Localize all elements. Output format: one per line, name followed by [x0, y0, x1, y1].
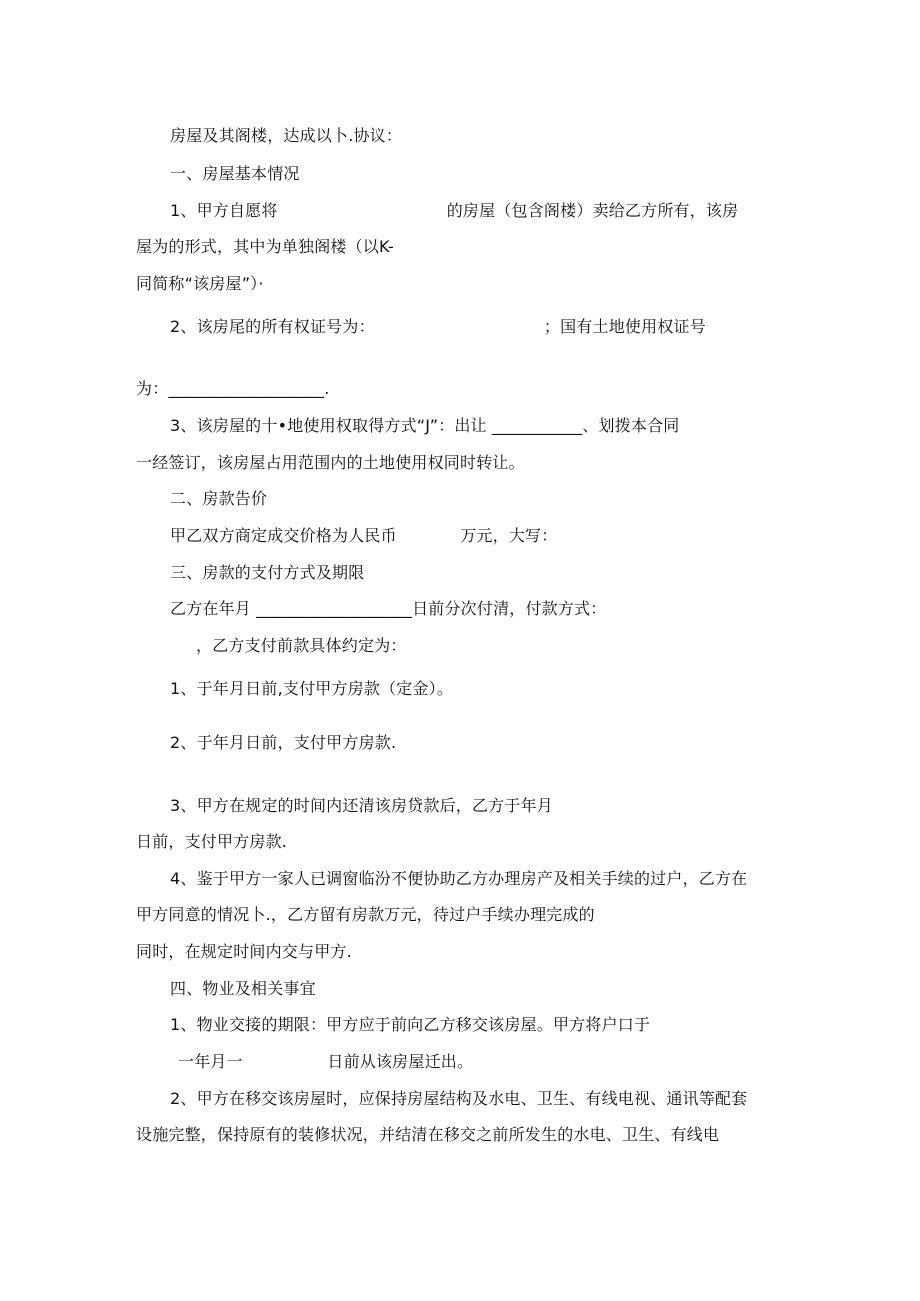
- text-line: 乙方在年月 ___________________日前分次付清，付款方式：: [170, 599, 607, 618]
- section-heading: 三、房款的支付方式及期限: [170, 563, 365, 582]
- text-line: 设施完整，保持原有的装修状况，并结清在移交之前所发生的水电、卫生、有线电: [136, 1125, 720, 1144]
- text-line: 3、甲方在规定的时间内还清该房贷款后，乙方于年月: [170, 796, 553, 815]
- text-line: 同时，在规定时间内交与甲方.: [136, 942, 352, 961]
- text-line: 2、甲方在移交该房屋时，应保持房屋结构及水电、卫生、有线电视、通讯等配套: [170, 1089, 748, 1108]
- section-heading: 四、物业及相关事宜: [170, 979, 316, 998]
- text-line: 1、物业交接的期限：甲方应于前向乙方移交该房屋。甲方将户口于: [170, 1015, 651, 1034]
- text-line: 一年月一 日前从该房屋迁出。: [178, 1052, 474, 1071]
- text-line: 甲乙双方商定成交价格为人民币 万元，大写：: [170, 526, 558, 545]
- text-line: 房屋及其阁楼，达成以卜.协议：: [170, 126, 403, 145]
- text-line: 一经签订，该房屋占用范围内的土地使用权同时转让。: [136, 453, 525, 472]
- section-heading: 二、房款告价: [170, 489, 268, 508]
- text-line: 为：___________________.: [136, 379, 330, 398]
- text-line: 同简称“该房屋”）·: [136, 274, 264, 293]
- text-line: 2、于年月日前，支付甲方房款.: [170, 733, 397, 752]
- text-line: 日前，支付甲方房款.: [136, 832, 288, 851]
- text-line: 1、于年月日前,支付甲方房款（定金）。: [170, 679, 454, 698]
- text-line: 屋为的形式，其中为单独阁楼（以K-: [136, 237, 394, 256]
- section-heading: 一、房屋基本情况: [170, 164, 300, 183]
- text-line: ，乙方支付前款具体约定为：: [196, 636, 407, 655]
- text-line: 4、鉴于甲方一家人已调窗临汾不便协助乙方办理房产及相关手续的过户，乙方在: [170, 869, 748, 888]
- text-line: 甲方同意的情况卜.，乙方留有房款万元，待过户手续办理完成的: [136, 905, 595, 924]
- text-line: 1、甲方自愿将 的房屋（包含阁楼）卖给乙方所有，该房: [170, 201, 739, 220]
- text-line: 3、该房屋的十•地使用权取得方式“J”：出让 ___________、划拨本合同: [170, 416, 680, 435]
- text-line: 2、该房尾的所有权证号为： ；国有土地使用权证号: [170, 317, 706, 336]
